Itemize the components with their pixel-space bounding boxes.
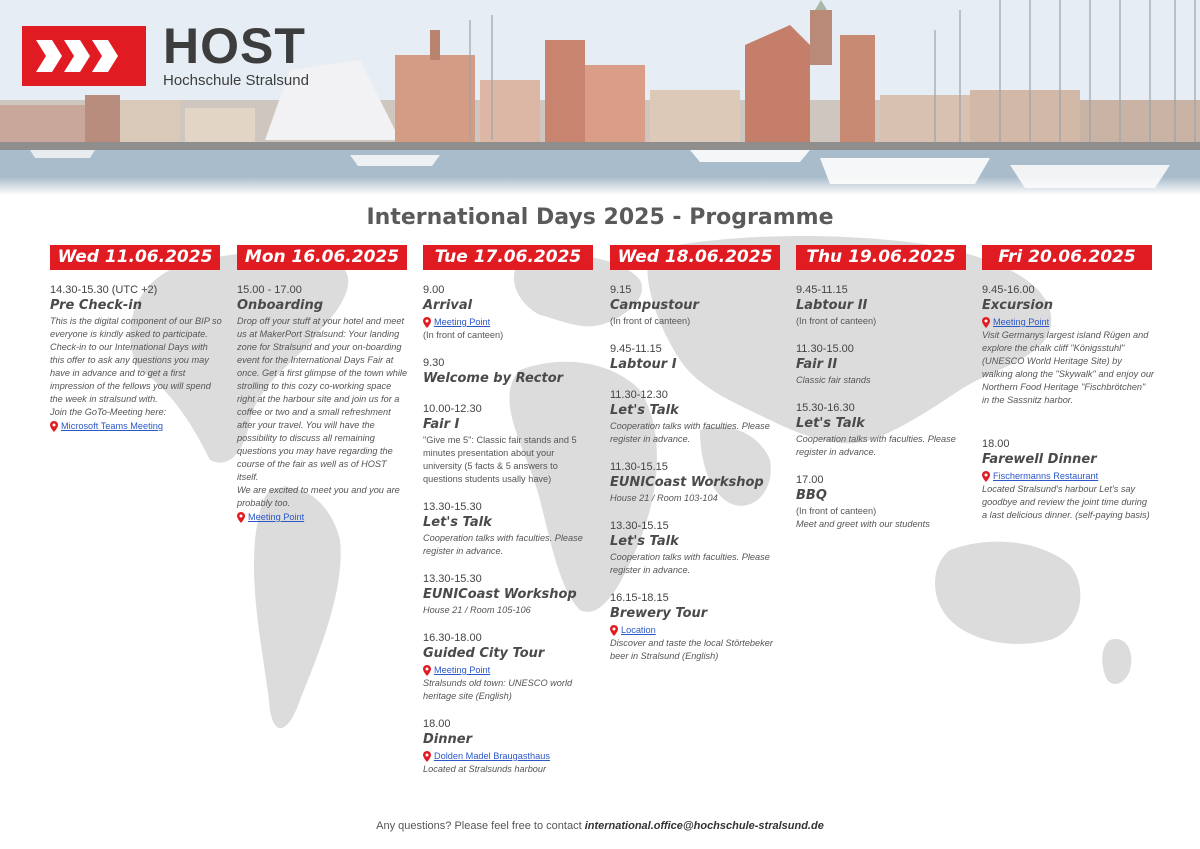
event-description-extra: Join the GoTo-Meeting here: (50, 407, 167, 417)
host-logo-mark (22, 26, 146, 86)
contact-email[interactable]: international.office@hochschule-stralsund.de (584, 820, 824, 832)
day-column-wed-11 (50, 245, 222, 447)
location-pin-icon (423, 751, 431, 762)
event-description: House 21 / Room 105-106 (423, 605, 531, 615)
event-time: 14.30-15.30 (UTC +2) (50, 284, 158, 296)
event-time: 13.30-15.15 (610, 520, 669, 532)
event-time: 16.30-18.00 (423, 632, 482, 644)
day-header: Thu 19.06.2025 (796, 245, 966, 270)
event-link-row (237, 510, 409, 524)
event-time: 15.30-16.30 (796, 402, 855, 414)
event-time: 9.30 (423, 357, 445, 369)
event-labtour-1 (610, 342, 782, 374)
location-pin-icon (423, 665, 431, 676)
event-time: 9.15 (610, 284, 632, 296)
event-time: 11.30-15.15 (610, 461, 668, 473)
event-title: Labtour II (796, 298, 868, 313)
footer-contact (0, 820, 1200, 832)
event-time: 18.00 (423, 718, 451, 730)
event-link-row (982, 315, 1154, 329)
event-bbq (796, 473, 968, 531)
day-header: Tue 17.06.2025 (423, 245, 593, 270)
day-column-fri-20 (982, 245, 1154, 536)
event-title: Let's Talk (610, 534, 679, 549)
event-title: Brewery Tour (610, 606, 708, 621)
event-time: 11.30-15.00 (796, 343, 854, 355)
event-dinner (423, 717, 595, 776)
event-description: Discover and taste the local Störtebeker beer in Stralsund (English) (610, 638, 773, 661)
event-arrival (423, 283, 595, 342)
event-description: "Give me 5": Classic fair stands and 5 minutes presentation about your university (5 facts & 5 answers to questions students usally have) (423, 435, 577, 484)
event-time: 17.00 (796, 474, 824, 486)
event-time: 9.00 (423, 284, 445, 296)
event-description: Cooperation talks with faculties. Please register in advance. (423, 533, 583, 556)
event-location-note: (In front of canteen) (610, 316, 691, 326)
event-description-extra: We are excited to meet you and you are probably too. (237, 485, 400, 508)
event-guided-city-tour (423, 631, 595, 703)
event-title: Let's Talk (610, 403, 679, 418)
event-link-row (982, 469, 1154, 483)
event-description: House 21 / Room 103-104 (610, 493, 718, 503)
event-title: Welcome by Rector (423, 371, 564, 386)
event-description: Cooperation talks with faculties. Please register in advance. (610, 421, 770, 444)
day-header: Wed 18.06.2025 (610, 245, 780, 270)
event-title: Fair I (423, 417, 460, 432)
event-location-note: (In front of canteen) (423, 330, 504, 340)
event-lets-talk (423, 500, 595, 558)
event-time: 13.30-15.30 (423, 573, 482, 585)
event-lets-talk (610, 388, 782, 446)
event-eunicoast-workshop (610, 460, 782, 505)
restaurant-link[interactable]: Dolden Madel Braugasthaus (434, 751, 550, 761)
logo-wordmark (163, 18, 309, 89)
day-header: Fri 20.06.2025 (982, 245, 1152, 270)
event-description: This is the digital component of our BIP so everyone is kindly asked to participate. Check-in to our International Days with this offer to ask any questions you may have in advance and to get a first impression of the fellows you will spend the week in stralsund with. (50, 316, 222, 404)
day-header: Mon 16.06.2025 (237, 245, 407, 270)
meeting-point-link[interactable]: Meeting Point (993, 317, 1050, 327)
event-description: Visit Germanys largest island Rügen and explore the chalk cliff "Königsstuhl" (UNESCO World Heritage Site) by walking along the "Skywalk" and enjoy our Northern Food Heritage "Fischbrötchen" in the Sassnitz harbor. (982, 330, 1154, 405)
event-link-row (423, 749, 595, 763)
event-description: Located at Stralsunds harbour (423, 764, 547, 774)
event-title: Labtour I (610, 357, 677, 372)
event-time: 13.30-15.30 (423, 501, 482, 513)
location-pin-icon (982, 471, 990, 482)
event-title: Campustour (610, 298, 699, 313)
event-time: 16.15-18.15 (610, 592, 669, 604)
footer-text: Any questions? Please feel free to contact (376, 820, 585, 832)
location-pin-icon (237, 512, 245, 523)
event-eunicoast-workshop (423, 572, 595, 617)
event-title: Guided City Tour (423, 646, 545, 661)
event-title: EUNICoast Workshop (610, 475, 764, 490)
event-link-row (423, 315, 595, 329)
event-labtour-2 (796, 283, 968, 328)
meeting-point-link[interactable]: Meeting Point (434, 665, 491, 675)
event-location-note: (In front of canteen) (796, 506, 877, 516)
day-column-thu-19 (796, 245, 968, 545)
event-title: Dinner (423, 732, 472, 747)
event-time: 9.45-11.15 (796, 284, 848, 296)
event-title: BBQ (796, 488, 827, 503)
meeting-point-link[interactable]: Meeting Point (248, 512, 305, 522)
event-farewell-dinner (982, 437, 1154, 522)
event-title: Fair II (796, 357, 838, 372)
event-description: Cooperation talks with faculties. Please register in advance. (796, 434, 956, 457)
meeting-point-link[interactable]: Meeting Point (434, 317, 491, 327)
logo-name: HOST (163, 18, 306, 74)
event-title: Onboarding (237, 298, 324, 313)
event-link-row (423, 663, 595, 677)
event-welcome (423, 356, 595, 388)
day-column-mon-16 (237, 245, 409, 538)
event-title: Arrival (423, 298, 473, 313)
event-description: Classic fair stands (796, 375, 871, 385)
event-title: Excursion (982, 298, 1054, 313)
event-description: Meet and greet with our students (796, 519, 930, 529)
event-time: 10.00-12.30 (423, 403, 482, 415)
event-lets-talk (796, 401, 968, 459)
event-title: Let's Talk (423, 515, 492, 530)
event-brewery-tour (610, 591, 782, 663)
event-description: Stralsunds old town: UNESCO world heritage site (English) (423, 678, 573, 701)
event-title: Let's Talk (796, 416, 865, 431)
event-title: EUNICoast Workshop (423, 587, 577, 602)
event-location-note: (In front of canteen) (796, 316, 877, 326)
event-title: Farewell Dinner (982, 452, 1097, 467)
event-link-row (50, 419, 222, 433)
event-link-row (610, 623, 782, 637)
location-pin-icon (610, 625, 618, 636)
logo-subtitle: Hochschule Stralsund (163, 72, 309, 89)
page-title: International Days 2025 - Programme (366, 205, 834, 230)
event-time: 15.00 - 17.00 (237, 284, 302, 296)
event-title: Pre Check-in (50, 298, 142, 313)
day-column-wed-18 (610, 245, 782, 677)
event-fair-1 (423, 402, 595, 486)
event-fair-2 (796, 342, 968, 387)
location-pin-icon (982, 317, 990, 328)
location-link[interactable]: Location (621, 625, 656, 635)
location-pin-icon (50, 421, 58, 432)
event-time: 11.30-12.30 (610, 389, 668, 401)
event-pre-check-in (50, 283, 222, 433)
event-onboarding (237, 283, 409, 524)
event-campustour (610, 283, 782, 328)
event-time: 9.45-16.00 (982, 284, 1035, 296)
day-header: Wed 11.06.2025 (50, 245, 220, 270)
event-lets-talk-2 (610, 519, 782, 577)
restaurant-link[interactable]: Fischermanns Restaurant (993, 471, 1099, 481)
location-pin-icon (423, 317, 431, 328)
event-description: Drop off your stuff at your hotel and meet us at MakerPort Stralsund: Your landing zone for Stralsund and your on-boarding event for the International Days Fair at once. Get a first glimpse of the town while strolling to this cozy co-working space right at the harbour site and join us for a coffee or two and a small refreshment after your travel. You will have the possibility to discuss all remaining questions you may have regarding the course of the fair as well as of HOST itself. (237, 316, 408, 482)
event-time: 9.45-11.15 (610, 343, 662, 355)
teams-meeting-link[interactable]: Microsoft Teams Meeting (61, 421, 163, 431)
event-time: 18.00 (982, 438, 1010, 450)
event-description: Located Stralsund's harbour Let's say goodbye and review the joint time during a last delicious dinner. (self-paying basis) (982, 484, 1150, 520)
event-excursion (982, 283, 1154, 407)
event-description: Cooperation talks with faculties. Please register in advance. (610, 552, 770, 575)
day-column-tue-17 (423, 245, 595, 790)
